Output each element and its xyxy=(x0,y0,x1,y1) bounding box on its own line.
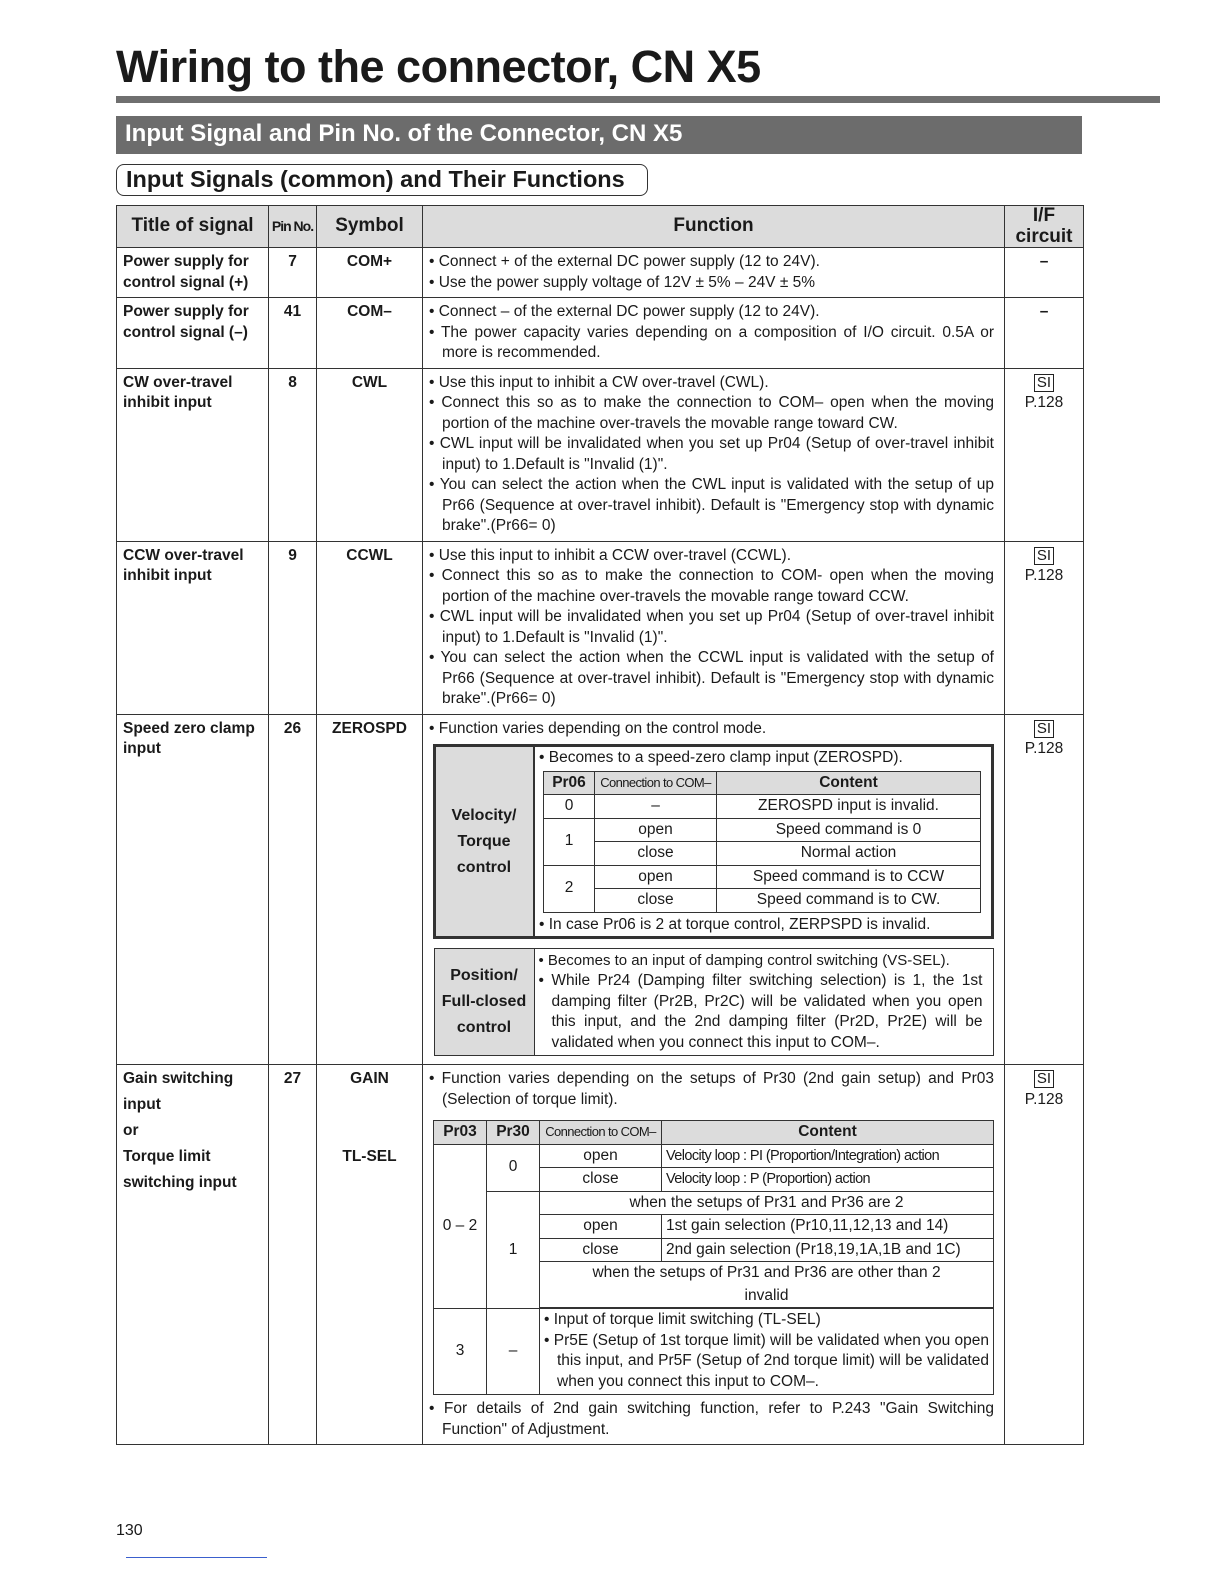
header-title-of-signal: Title of signal xyxy=(117,206,269,248)
pin-number: 8 xyxy=(269,368,317,541)
mode-label-line: Velocity/ xyxy=(451,806,517,824)
position-mode-content xyxy=(534,948,993,1056)
if-circuit: – xyxy=(1005,248,1084,298)
content-value: 2nd gain selection (Pr18,19,1A,1B and 1C) xyxy=(662,1238,994,1262)
pin-number: 26 xyxy=(269,714,317,1065)
invalid-row: invalid xyxy=(540,1285,994,1308)
connection-value: open xyxy=(540,1144,662,1168)
mode-label-line: Full-closed xyxy=(441,992,527,1010)
footer-link-underline xyxy=(126,1557,267,1558)
signal-symbol: CCWL xyxy=(317,541,423,714)
title-line: Torque limit xyxy=(123,1148,211,1165)
function-line: • Connect – of the external DC power supply (12 to 24V). xyxy=(429,303,820,320)
condition-row: when the setups of Pr31 and Pr36 are other than 2 xyxy=(540,1262,994,1285)
mode-label-line: Position/ xyxy=(450,966,518,984)
signal-title: Power supply for control signal (+) xyxy=(117,248,269,298)
function-line: • Input of torque limit switching (TL-SEL) xyxy=(544,1311,821,1328)
function-line: • Connect this so as to make the connection to COM- open when the moving portion of the machine over-travels the movable range toward CCW. xyxy=(429,567,994,605)
title-rule xyxy=(116,96,1160,103)
connection-value: close xyxy=(595,842,717,866)
function-description xyxy=(423,368,1005,541)
if-circuit xyxy=(1005,1065,1084,1445)
velocity-mode-label xyxy=(434,745,534,938)
function-line: • Function varies depending on the setups of Pr30 (2nd gain setup) and Pr03 (Selection of torque limit). xyxy=(429,1070,994,1108)
pin-number: 9 xyxy=(269,541,317,714)
si-circuit-box: SI xyxy=(1034,720,1054,738)
connection-value: close xyxy=(540,1238,662,1262)
content-value: Speed command is 0 xyxy=(717,818,981,842)
signal-title: Power supply for control signal (–) xyxy=(117,298,269,369)
mode-label-line: control xyxy=(456,858,512,876)
si-circuit-box: SI xyxy=(1034,374,1054,392)
connection-value: close xyxy=(540,1168,662,1192)
symbol-gain: GAIN xyxy=(350,1070,389,1087)
signal-symbol: COM– xyxy=(317,298,423,369)
connection-value: close xyxy=(595,889,717,913)
header-pin-no: Pin No. xyxy=(269,206,317,248)
function-line: • Use this input to inhibit a CCW over-travel (CCWL). xyxy=(429,546,792,564)
symbol-tl-sel: TL-SEL xyxy=(342,1148,397,1165)
header-symbol: Symbol xyxy=(317,206,423,248)
mode-label-line: control xyxy=(456,1018,512,1036)
table-row xyxy=(117,714,1084,1065)
pr03-header: Pr03 xyxy=(434,1121,487,1145)
content-value: Velocity loop : PI (Proportion/Integration) action xyxy=(662,1144,994,1168)
pin-number: 41 xyxy=(269,298,317,369)
signal-symbol: CWL xyxy=(317,368,423,541)
content-value: Velocity loop : P (Proportion) action xyxy=(662,1168,994,1192)
table-row xyxy=(117,298,1084,369)
if-circuit: – xyxy=(1005,298,1084,369)
page-reference-link[interactable]: P.128 xyxy=(1024,1090,1064,1108)
function-line: • You can select the action when the CWL input is validated with the setup of up Pr66 (Sequence at over-travel inhibit). Default is "Emergency stop with dynamic brake".(Pr66= 0) xyxy=(429,476,994,534)
connection-value: – xyxy=(595,795,717,819)
function-description xyxy=(423,1065,1005,1445)
page-reference-link[interactable]: P.128 xyxy=(1024,567,1064,584)
function-description xyxy=(423,248,1005,298)
if-circuit xyxy=(1005,541,1084,714)
function-line: • While Pr24 (Damping filter switching selection) is 1, the 1st damping filter (Pr2B, Pr2C) will be validated when you open this input, and the 2nd damping filter (Pr2D, Pr2E) will be validated when you connect this input to COM–. xyxy=(538,972,983,1051)
connection-header: Connection to COM– xyxy=(595,771,717,795)
function-line: • CWL input will be invalidated when you set up Pr04 (Setup of over-travel inhibit input) to 1.Default is "Invalid (1)". xyxy=(429,608,994,646)
function-description xyxy=(423,541,1005,714)
connection-value: open xyxy=(595,865,717,889)
si-circuit-box: SI xyxy=(1034,1070,1054,1088)
title-line: input xyxy=(123,1096,161,1113)
function-line: • Pr5E (Setup of 1st torque limit) will be validated when you open this input, and Pr5F (Setup of 2nd torque limit) will be validated when you connect this input to COM–. xyxy=(544,1331,989,1390)
pr06-value: 1 xyxy=(544,818,595,865)
velocity-note: • In case Pr06 is 2 at torque control, ZERPSPD is invalid. xyxy=(539,915,931,933)
position-mode-label xyxy=(434,948,534,1056)
header-function: Function xyxy=(423,206,1005,248)
pr06-table xyxy=(543,771,981,913)
pr06-value: 0 xyxy=(544,795,595,819)
torque-limit-description xyxy=(540,1309,994,1395)
pr30-value: – xyxy=(487,1309,540,1395)
content-value: Speed command is to CW. xyxy=(717,889,981,913)
if-circuit xyxy=(1005,368,1084,541)
function-line: • For details of 2nd gain switching function, refer to P.243 "Gain Switching Function" of Adjustment. xyxy=(429,1400,994,1438)
function-line: • Use the power supply voltage of 12V ± 5% – 24V ± 5% xyxy=(429,273,816,291)
input-signals-table xyxy=(116,205,1084,1445)
content-header: Content xyxy=(717,771,981,795)
title-line: switching input xyxy=(123,1174,237,1191)
content-value: Speed command is to CCW xyxy=(717,865,981,889)
function-line: • Function varies depending on the control mode. xyxy=(429,719,767,737)
function-line: • The power capacity varies depending on a composition of I/O circuit. 0.5A or more is recommended. xyxy=(429,323,994,361)
content-value: ZEROSPD input is invalid. xyxy=(717,795,981,819)
pr30-value: 0 xyxy=(487,1144,540,1191)
table-header-row xyxy=(117,206,1084,248)
signal-title: CW over-travel inhibit input xyxy=(117,368,269,541)
signal-symbol: ZEROSPD xyxy=(317,714,423,1065)
pr06-header: Pr06 xyxy=(544,771,595,795)
function-description xyxy=(423,714,1005,1065)
velocity-mode-content xyxy=(534,745,993,938)
control-mode-table xyxy=(433,744,994,1056)
velocity-intro: • Becomes to a speed-zero clamp input (ZEROSPD). xyxy=(539,749,903,766)
function-line: • Becomes to an input of damping control switching (VS-SEL). xyxy=(538,951,950,969)
if-circuit xyxy=(1005,714,1084,1065)
pin-number: 27 xyxy=(269,1065,317,1445)
pr03-value: 0 – 2 xyxy=(434,1144,487,1309)
signal-symbol: COM+ xyxy=(317,248,423,298)
function-description xyxy=(423,298,1005,369)
si-circuit-box: SI xyxy=(1034,547,1054,565)
mode-label-line: Torque xyxy=(457,832,511,850)
signal-symbol xyxy=(317,1065,423,1445)
signal-title xyxy=(117,1065,269,1445)
function-line: • CWL input will be invalidated when you set up Pr04 (Setup of over-travel inhibit input) to 1.Default is "Invalid (1)". xyxy=(429,435,994,473)
table-row xyxy=(117,541,1084,714)
table-row xyxy=(117,368,1084,541)
content-header: Content xyxy=(662,1121,994,1145)
pr30-value: 1 xyxy=(487,1191,540,1309)
page-number: 130 xyxy=(116,1522,143,1539)
condition-row: when the setups of Pr31 and Pr36 are 2 xyxy=(540,1191,994,1215)
table-row xyxy=(117,248,1084,298)
page-reference-link[interactable]: P.128 xyxy=(1024,394,1064,411)
subsection-heading: Input Signals (common) and Their Functions xyxy=(116,164,648,196)
signal-title: Speed zero clamp input xyxy=(117,714,269,1065)
gain-switching-table xyxy=(433,1120,994,1395)
content-value: Normal action xyxy=(717,842,981,866)
header-if-circuit: I/F circuit xyxy=(1005,206,1084,248)
pr06-value: 2 xyxy=(544,865,595,912)
connection-value: open xyxy=(540,1215,662,1239)
pr30-header: Pr30 xyxy=(487,1121,540,1145)
function-line: • You can select the action when the CCWL input is validated with the setup of Pr66 (Sequence at over-travel inhibit). Default is "Emergency stop with dynamic brake".(Pr66= 0) xyxy=(429,649,994,707)
pin-number: 7 xyxy=(269,248,317,298)
section-heading: Input Signal and Pin No. of the Connector, CN X5 xyxy=(116,116,1082,154)
page-reference-link[interactable]: P.128 xyxy=(1024,740,1064,757)
title-line: Gain switching xyxy=(123,1070,234,1087)
title-line: or xyxy=(123,1122,139,1139)
table-row xyxy=(117,1065,1084,1445)
function-line: • Connect + of the external DC power supply (12 to 24V). xyxy=(429,253,820,270)
pr03-value: 3 xyxy=(434,1309,487,1395)
page-title: Wiring to the connector, CN X5 xyxy=(116,41,761,92)
connection-value: open xyxy=(595,818,717,842)
connection-header: Connection to COM– xyxy=(540,1121,662,1145)
content-value: 1st gain selection (Pr10,11,12,13 and 14) xyxy=(662,1215,994,1239)
function-line: • Use this input to inhibit a CW over-travel (CWL). xyxy=(429,373,769,391)
signal-title: CCW over-travel inhibit input xyxy=(117,541,269,714)
function-line: • Connect this so as to make the connection to COM– open when the moving portion of the machine over-travels the movable range toward CW. xyxy=(429,394,994,432)
